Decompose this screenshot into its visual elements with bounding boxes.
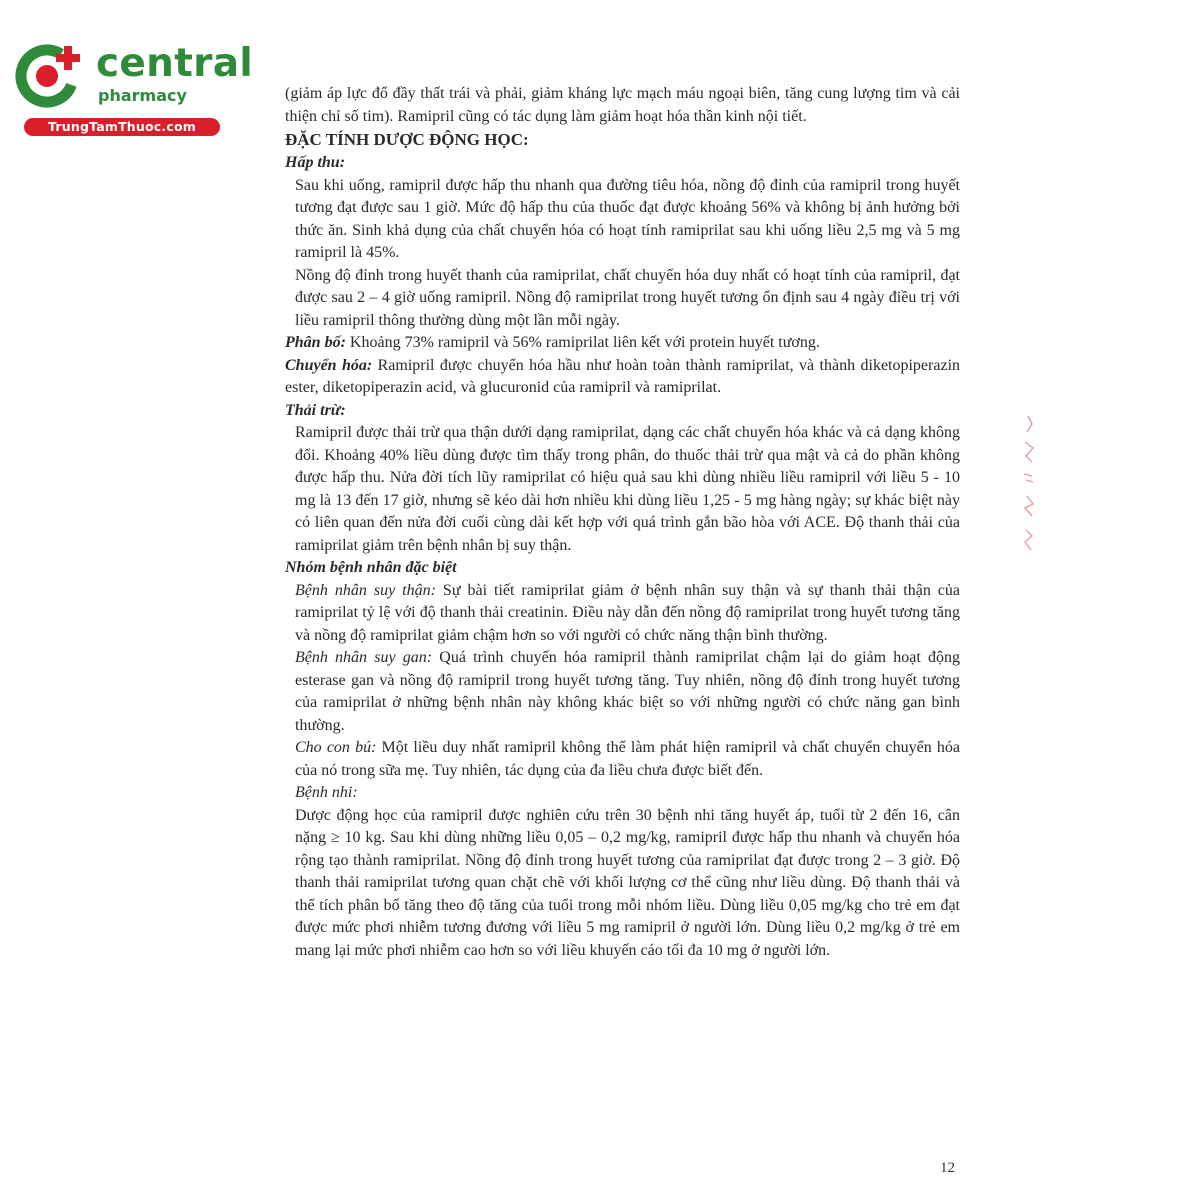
renal-paragraph (285, 580, 960, 648)
elimination-paragraph: Ramipril được thải trừ qua thận dưới dạng ramiprilat, dạng các chất chuyển hóa khác và cả dạng không đổi. Khoảng 40% liều dùng được tìm thấy trong phân, do thuốc thải trừ qua mật và cả do phần không được hấp thu. Nửa đời tích lũy ramiprilat có hiệu quả sau khi dùng nhiều liều ramipril với liều 5 - 10 mg là 13 đến 17 giờ, nhưng sẽ kéo dài hơn nhiều khi dùng liều 1,25 - 5 mg hàng ngày; sự khác biệt này có liên quan đến nửa đời cuối cùng dài kết hợp với quá trình gắn bão hòa với ACE. Độ thanh thải của ramiprilat giảm trên bệnh nhân bị suy thận. (295, 424, 960, 554)
logo-website: TrungTamThuoc.com (24, 118, 220, 136)
metabolism-label: Chuyển hóa: (285, 356, 373, 374)
nursing-text: Một liều duy nhất ramipril không thể làm phát hiện ramipril và chất chuyển chuyển hóa của nó trong sữa mẹ. Tuy nhiên, tác dụng của đa liều chưa được biết đến. (295, 739, 960, 779)
metabolism-text: Ramipril được chuyển hóa hầu như hoàn toàn thành ramiprilat, và thành diketopiperazin ester, diketopiperazin acid, và glucuronid của ramipril và ramiprilat. (285, 356, 961, 396)
pediatric-label: Bệnh nhi: (295, 784, 358, 801)
logo-brand-name: central (96, 41, 253, 86)
distribution-text: Khoảng 73% ramipril và 56% ramiprilat liên kết với protein huyết tương. (345, 334, 820, 351)
pediatric-paragraph: Dược động học của ramipril được nghiên cứu trên 30 bệnh nhi tăng huyết áp, tuổi từ 2 đến 16, cân nặng ≥ 10 kg. Sau khi dùng những liều 0,05 – 0,2 mg/kg, ramipril được hấp thu nhanh và chuyển hóa rộng tạo thành ramiprilat. Nồng độ đỉnh trong huyết tương của ramiprilat đạt được trong 2 – 3 giờ. Độ thanh thải ramiprilat tương quan chặt chẽ với khối lượng cơ thể cũng như liều dùng. Độ thanh thải và thể tích phân bố tăng theo độ tăng của tuổi trong mỗi nhóm liều. Dùng liều 0,05 mg/kg cho trẻ em đạt được mức phơi nhiễm tương đương với liều 5 mg ramipril ở người lớn. Dùng liều 0,2 mg/kg ở trẻ em mang lại mức phơi nhiễm cao hơn so với liều khuyến cáo tối đa 10 mg ở người lớn. (295, 806, 960, 959)
hepatic-paragraph (285, 647, 960, 737)
intro-paragraph: (giảm áp lực đổ đầy thất trái và phải, giảm kháng lực mạch máu ngoại biên, tăng cung lượng tim và cải thiện chỉ số tim). Ramipril cũng có tác dụng làm giảm hoạt hóa thần kinh nội tiết. (285, 85, 960, 125)
central-pharmacy-logo (10, 36, 253, 136)
special-populations-title: Nhóm bệnh nhân đặc biệt (285, 559, 457, 576)
nursing-label: Cho con bú: (295, 739, 377, 756)
absorption-paragraph-1: Sau khi uống, ramipril được hấp thu nhanh qua đường tiêu hóa, nồng độ đỉnh của ramipril trong huyết tương đạt được sau 1 giờ. Mức độ hấp thu của thuốc đạt được khoảng 56% và không bị ảnh hưởng bởi thức ăn. Sinh khả dụng của chất chuyển hóa có hoạt tính ramiprilat sau khi uống liều 2,5 mg và 5 mg ramipril là 45%. (295, 176, 960, 261)
page-number: 12 (940, 1160, 955, 1176)
metabolism-paragraph (285, 355, 960, 400)
hepatic-text: Quá trình chuyển hóa ramipril thành ramiprilat chậm lại do giảm hoạt động esterase gan và nồng độ ramipril trong huyết tương tăng. Tuy nhiên, nồng độ đỉnh trong huyết tương của ramiprilat ở những bệnh nhân này không khác biệt so với những người có chức năng gan bình thường. (295, 649, 961, 734)
logo-tagline: pharmacy (98, 86, 187, 105)
document-body (285, 83, 960, 962)
absorption-title: Hấp thu: (285, 154, 346, 171)
nursing-paragraph (285, 737, 960, 782)
logo-mark-icon (10, 36, 88, 114)
renal-text: Sự bài tiết ramiprilat giảm ở bệnh nhân suy thận và sự thanh thải thận của ramiprilat tỷ lệ với độ thanh thải creatinin. Điều này dẫn đến nồng độ ramiprilat trong huyết tương tăng và nồng độ ramiprilat giảm chậm hơn so với người có chức năng thận bình thường. (295, 581, 961, 644)
red-stamp-mark (1010, 412, 1040, 562)
hepatic-label: Bệnh nhân suy gan: (295, 649, 433, 666)
renal-label: Bệnh nhân suy thận: (295, 581, 436, 599)
section-heading: ĐẶC TÍNH DƯỢC ĐỘNG HỌC: (285, 130, 529, 149)
distribution-paragraph (285, 332, 960, 355)
elimination-title: Thải trừ: (285, 401, 346, 419)
distribution-label: Phân bố: (285, 334, 346, 351)
absorption-paragraph-2: Nồng độ đỉnh trong huyết thanh của ramiprilat, chất chuyển hóa duy nhất có hoạt tính của ramipril, đạt được sau 2 – 4 giờ uống ramipril. Nồng độ ramiprilat trong huyết tương ổn định sau 4 ngày điều trị với liều ramipril thông thường dùng một lần mỗi ngày. (295, 266, 960, 329)
